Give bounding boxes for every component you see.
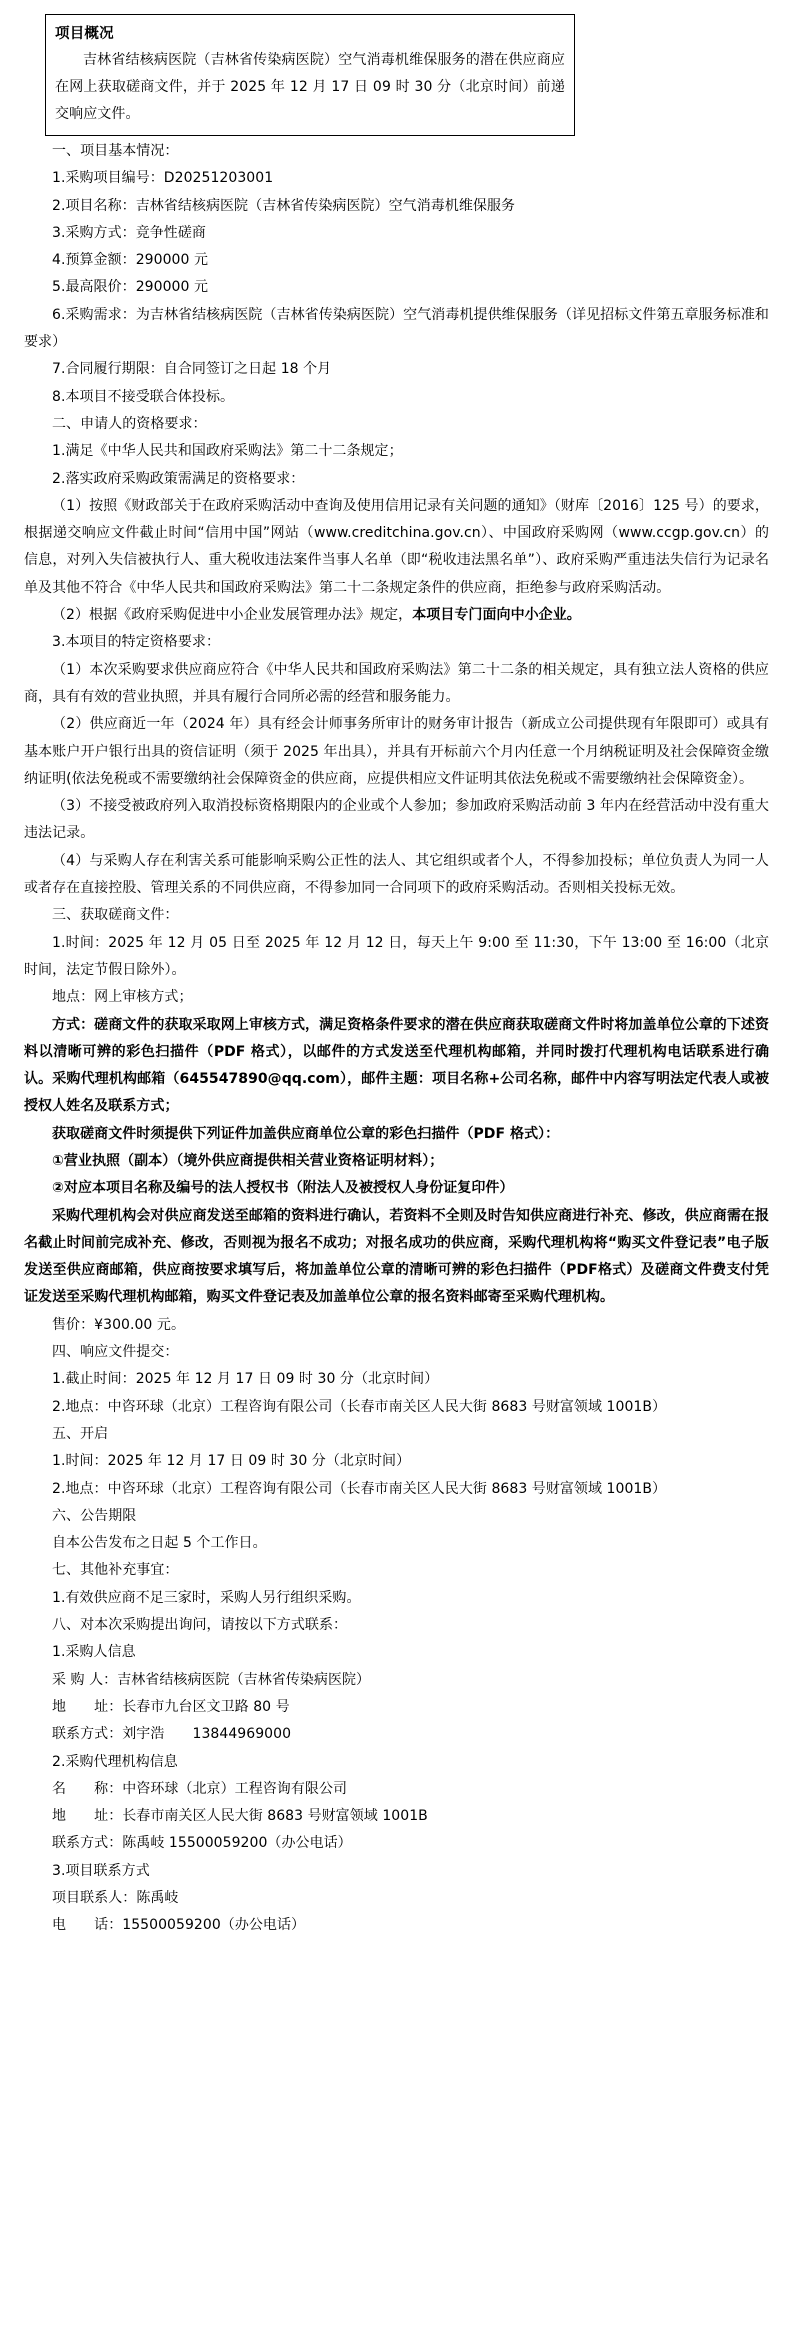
project-overview-box	[45, 14, 575, 136]
sme-clause-plain: （2）根据《政府采购促进中小企业发展管理办法》规定，	[52, 607, 413, 624]
notice-period-line: 自本公告发布之日起 5 个工作日。	[52, 1535, 267, 1552]
opening-place-line: 2.地点：中咨环球（北京）工程咨询有限公司（长春市南关区人民大街 8683 号财富领域 1001B）	[52, 1480, 667, 1497]
project-contact-phone-label: 电 话：	[52, 1917, 123, 1934]
project-contact-phone-value: 15500059200（办公电话）	[122, 1917, 306, 1934]
section-1-line-4: 4.预算金额：290000 元	[52, 252, 209, 269]
section-heading-3: 三、获取磋商文件：	[52, 907, 179, 924]
section-1-line-7: 7.合同履行期限：自合同签订之日起 18 个月	[52, 361, 332, 378]
section-2-line-6: （2）供应商近一年（2024 年）具有经会计师事务所审计的财务审计报告（新成立公司提供现有年限即可）或具有基本账户开户银行出具的资信证明（须于 2025 年出具），并具有开标前六个月内任意一个月纳税证明及社会保障资金缴纳证明(依法免税或不需要缴纳社会保障资金的供应商，应提供相应文件证明其依法免税或不需要缴纳社会保障资金）。	[24, 716, 769, 787]
purchaser-name-row	[24, 1667, 769, 1694]
purchaser-address-label: 地 址：	[52, 1698, 123, 1715]
section-2-line-2: 2.落实政府采购政策需满足的资格要求：	[52, 470, 305, 487]
section-2-line-7: （3）不接受被政府列入取消投标资格期限内的企业或个人参加；参加政府采购活动前 3 年内在经营活动中没有重大违法记录。	[24, 798, 769, 842]
section-heading-2: 二、申请人的资格要求：	[52, 415, 207, 432]
project-contact-person-value: 陈禹岐	[136, 1890, 179, 1906]
section-1-line-3: 3.采购方式：竞争性磋商	[52, 224, 206, 241]
agency-name-label: 名 称：	[52, 1780, 123, 1797]
agency-address-label: 地 址：	[52, 1808, 123, 1825]
project-contact-person-row	[24, 1885, 769, 1912]
required-doc-item-1: ①营业执照（副本）（境外供应商提供相关营业资格证明材料）；	[52, 1152, 444, 1169]
opening-time-line: 1.时间：2025 年 12 月 17 日 09 时 30 分（北京时间）	[52, 1453, 411, 1470]
agency-info-heading: 2.采购代理机构信息	[52, 1753, 178, 1770]
acquire-time-line: 1.时间：2025 年 12 月 05 日至 2025 年 12 月 12 日，每天上午 9:00 至 11:30，下午 13:00 至 16:00（北京时间，法定节假日除外）。	[24, 934, 769, 978]
purchaser-contact-value: 刘宇浩 13844969000	[122, 1726, 292, 1743]
acquire-method-line: 方式：磋商文件的获取采取网上审核方式，满足资格条件要求的潜在供应商获取磋商文件时将加盖单位公章的下述资料以清晰可辨的彩色扫描件（PDF 格式），以邮件的方式发送至代理机构邮箱，并同时拨打代理机构电话联系进行确认。采购代理机构邮箱（645547890@qq.com），邮件主题：项目名称+公司名称，邮件中内容写明法定代表人或被授权人姓名及联系方式；	[24, 1016, 769, 1115]
section-2-credit-clause: （1）按照《财政部关于在政府采购活动中查询及使用信用记录有关问题的通知》（财库〔2016〕125 号）的要求，根据递交响应文件截止时间“信用中国”网站（www.creditchina.gov.cn）、中国政府采购网（www.ccgp.gov.cn）的信息，对列入失信被执行人、重大税收违法案件当事人名单（即“税收违法黑名单”）、政府采购严重违法失信行为记录名单及其他不符合《中华人民共和国政府采购法》第二十二条规定条件的供应商，拒绝参与政府采购活动。	[24, 497, 769, 596]
section-heading-7: 七、其他补充事宜：	[52, 1562, 179, 1579]
purchaser-contact-label: 联系方式：	[52, 1726, 123, 1743]
section-heading-1: 一、项目基本情况：	[52, 143, 179, 159]
section-2-sme-clause	[24, 602, 769, 629]
purchaser-contact-row	[24, 1721, 769, 1748]
agency-name-row	[24, 1776, 769, 1803]
agency-contact-label: 联系方式：	[52, 1835, 123, 1852]
purchaser-address-row	[24, 1694, 769, 1721]
section-1-line-2: 2.项目名称：吉林省结核病医院（吉林省传染病医院）空气消毒机维保服务	[52, 197, 516, 214]
purchaser-name-label: 采 购 人：	[52, 1671, 118, 1688]
required-doc-item-2: ②对应本项目名称及编号的法人授权书（附法人及被授权人身份证复印件）	[52, 1180, 514, 1197]
section-2-line-1: 1.满足《中华人民共和国政府采购法》第二十二条规定；	[52, 443, 403, 460]
submission-deadline-line: 1.截止时间：2025 年 12 月 17 日 09 时 30 分（北京时间）	[52, 1371, 439, 1388]
confirmation-paragraph: 采购代理机构会对供应商发送至邮箱的资料进行确认，若资料不全则及时告知供应商进行补充、修改，供应商需在报名截止时间前完成补充、修改，否则视为报名不成功；对报名成功的供应商，采购代理机构将“购买文件登记表”电子版发送至供应商邮箱，供应商按要求填写后，将加盖单位公章的清晰可辨的彩色扫描件（PDF格式）及磋商文件费支付凭证发送至采购代理机构邮箱，购买文件登记表及加盖单位公章的报名资料邮寄至采购代理机构。	[24, 1207, 769, 1306]
acquire-place-line: 地点：网上审核方式；	[52, 989, 193, 1006]
agency-contact-value: 陈禹岐 15500059200（办公电话）	[122, 1835, 352, 1852]
agency-address-row	[24, 1803, 769, 1830]
project-contact-heading: 3.项目联系方式	[52, 1862, 150, 1879]
section-heading-5: 五、开启	[52, 1425, 109, 1442]
document-price-line: 售价：¥300.00 元。	[52, 1316, 185, 1333]
section-1-line-1: 1.采购项目编号：D20251203001	[52, 170, 274, 187]
section-heading-8: 八、对本次采购提出询问，请按以下方式联系：	[52, 1617, 348, 1634]
section-1-line-5: 5.最高限价：290000 元	[52, 279, 209, 296]
section-heading-4: 四、响应文件提交：	[52, 1344, 179, 1361]
section-1-line-6: 6.采购需求：为吉林省结核病医院（吉林省传染病医院）空气消毒机提供维保服务（详见招标文件第五章服务标准和要求）	[24, 306, 769, 351]
page-title: 项目概况	[55, 26, 114, 42]
agency-name-value: 中咨环球（北京）工程咨询有限公司	[122, 1780, 348, 1797]
overview-paragraph: 吉林省结核病医院（吉林省传染病医院）空气消毒机维保服务的潜在供应商应在网上获取磋商文件，并于 2025 年 12 月 17 日 09 时 30 分（北京时间）前递交响应文件。	[55, 52, 565, 122]
project-contact-phone-row	[24, 1912, 769, 1939]
agency-address-value: 长春市南关区人民大街 8683 号财富领域 1001B	[122, 1808, 428, 1825]
purchaser-address-value: 长春市九台区文卫路 80 号	[122, 1698, 290, 1715]
section-2-line-5: （1）本次采购要求供应商应符合《中华人民共和国政府采购法》第二十二条的相关规定，具有独立法人资格的供应商，具有有效的营业执照，并具有履行合同所必需的经营和服务能力。	[24, 661, 769, 705]
project-contact-person-label: 项目联系人：	[52, 1890, 137, 1906]
purchaser-name-value: 吉林省结核病医院（吉林省传染病医院）	[117, 1671, 371, 1688]
supplementary-line-1: 1.有效供应商不足三家时，采购人另行组织采购。	[52, 1589, 361, 1606]
section-2-line-4: 3.本项目的特定资格要求：	[52, 634, 221, 651]
required-docs-intro: 获取磋商文件时须提供下列证件加盖供应商单位公章的彩色扫描件（PDF 格式）：	[52, 1125, 560, 1142]
section-2-line-8: （4）与采购人存在利害关系可能影响采购公正性的法人、其它组织或者个人，不得参加投标；单位负责人为同一人或者存在直接控股、管理关系的不同供应商，不得参加同一合同项下的政府采购活动。否则相关投标无效。	[24, 852, 769, 897]
section-heading-6: 六、公告期限	[52, 1507, 137, 1524]
section-1-line-8: 8.本项目不接受联合体投标。	[52, 388, 235, 405]
sme-clause-bold: 本项目专门面向中小企业。	[412, 607, 581, 624]
submission-place-line: 2.地点：中咨环球（北京）工程咨询有限公司（长春市南关区人民大街 8683 号财富领域 1001B）	[52, 1398, 667, 1415]
agency-contact-row	[24, 1830, 769, 1857]
purchaser-info-heading: 1.采购人信息	[52, 1644, 136, 1661]
